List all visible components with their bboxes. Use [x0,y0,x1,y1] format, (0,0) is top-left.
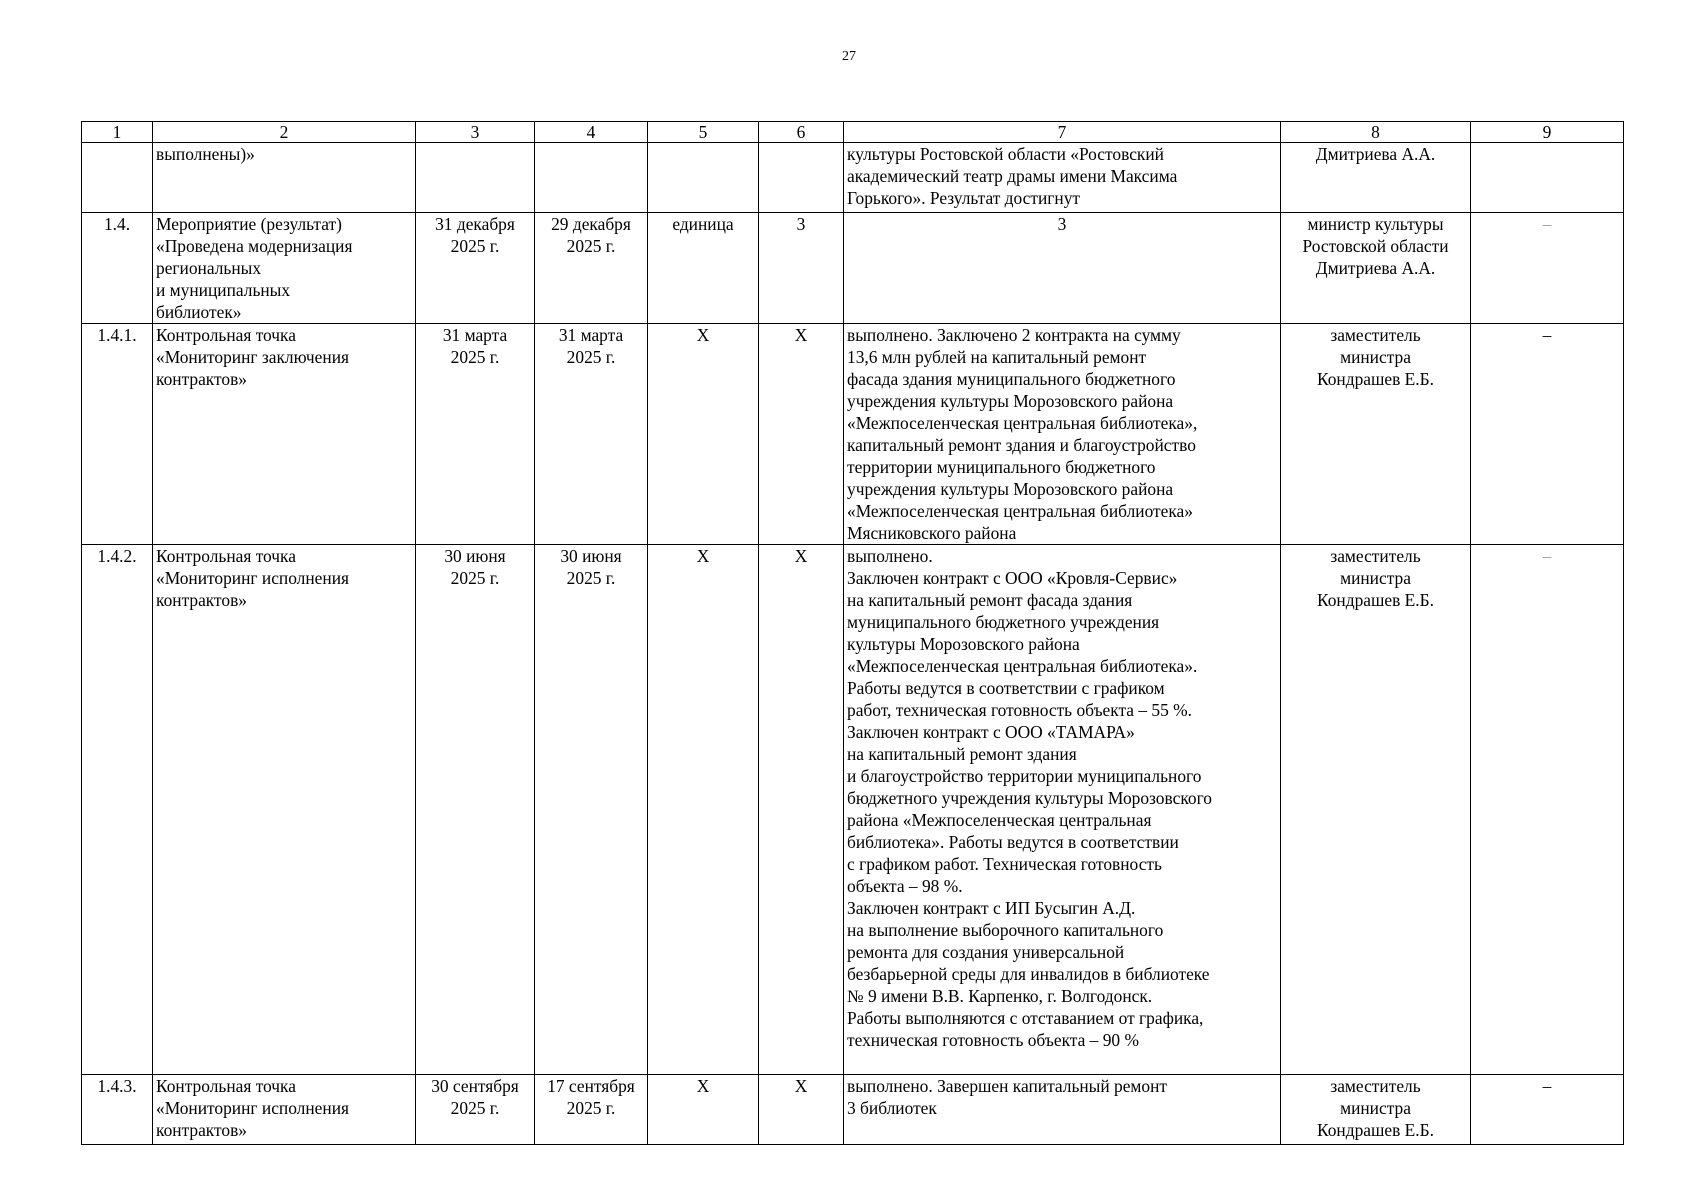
name-cell: Контрольная точка «Мониторинг исполнения контрактов» [153,545,416,1075]
header-cell: 7 [844,122,1281,143]
note-cell [1471,143,1624,213]
name-cell: выполнены)» [153,143,416,213]
column-number-row [82,122,1624,143]
table-row [82,324,1624,545]
row-number-cell: 1.4.3. [82,1075,153,1145]
status-cell: выполнено. Заключен контракт с ООО «Кровля-Сервис» на капитальный ремонт фасада здания муниципального бюджетного учреждения культуры Морозовского района «Межпоселенческая центральная библиотека». Работы ведутся в соответствии с графиком работ, техническая готовность объекта – 55 %. Заключен контракт с ООО «ТАМАРА» на капитальный ремонт здания и благоустройство территории муниципального бюджетного учреждения культуры Морозовского района «Межпоселенческая центральная библиотека». Работы ведутся в соответствии с графиком работ. Техническая готовность объекта – 98 %. Заключен контракт с ИП Бусыгин А.Д. на выполнение выборочного капитального ремонта для создания универсальной безбарьерной среды для инвалидов в библиотеке № 9 имени В.В. Карпенко, г. Волгодонск. Работы выполняются с отставанием от графика, техническая готовность объекта – 90 % [844,545,1281,1075]
responsible-cell: министр культуры Ростовской области Дмитриева А.А. [1281,213,1471,324]
row-number-cell: 1.4.1. [82,324,153,545]
value-cell: 3 [759,213,844,324]
unit-cell: X [648,545,759,1075]
fact-date-cell: 31 марта 2025 г. [535,324,648,545]
note-cell: – [1471,213,1624,324]
plan-date-cell: 30 июня 2025 г. [416,545,535,1075]
header-cell: 3 [416,122,535,143]
responsible-cell: заместитель министра Кондрашев Е.Б. [1281,1075,1471,1145]
row-number-cell: 1.4.2. [82,545,153,1075]
value-cell: X [759,1075,844,1145]
value-cell: X [759,324,844,545]
name-cell: Мероприятие (результат) «Проведена модернизация региональных и муниципальных библиотек» [153,213,416,324]
table-row [82,213,1624,324]
status-cell: выполнено. Заключено 2 контракта на сумму 13,6 млн рублей на капитальный ремонт фасада здания муниципального бюджетного учреждения культуры Морозовского района «Межпоселенческая центральная библиотека», капитальный ремонт здания и благоустройство территории муниципального бюджетного учреждения культуры Морозовского района «Межпоселенческая центральная библиотека» Мясниковского района [844,324,1281,545]
unit-cell: единица [648,213,759,324]
header-cell: 8 [1281,122,1471,143]
report-table [81,121,1624,1145]
row-number-cell: 1.4. [82,213,153,324]
row-number-cell [82,143,153,213]
header-cell: 5 [648,122,759,143]
unit-cell: X [648,1075,759,1145]
table-row [82,1075,1624,1145]
name-cell: Контрольная точка «Мониторинг исполнения контрактов» [153,1075,416,1145]
table-row [82,143,1624,213]
note-cell: – [1471,1075,1624,1145]
page-number: 27 [842,49,856,64]
plan-date-cell: 31 декабря 2025 г. [416,213,535,324]
header-cell: 1 [82,122,153,143]
fact-date-cell [535,143,648,213]
plan-date-cell: 31 марта 2025 г. [416,324,535,545]
fact-date-cell: 17 сентября 2025 г. [535,1075,648,1145]
unit-cell [648,143,759,213]
header-cell: 2 [153,122,416,143]
value-cell: X [759,545,844,1075]
responsible-cell: заместитель министра Кондрашев Е.Б. [1281,324,1471,545]
value-cell [759,143,844,213]
responsible-cell: заместитель министра Кондрашев Е.Б. [1281,545,1471,1075]
note-cell: – [1471,324,1624,545]
table-row [82,545,1624,1075]
unit-cell: X [648,324,759,545]
status-cell: культуры Ростовской области «Ростовский академический театр драмы имени Максима Горького». Результат достигнут [844,143,1281,213]
plan-date-cell [416,143,535,213]
responsible-cell: Дмитриева А.А. [1281,143,1471,213]
fact-date-cell: 29 декабря 2025 г. [535,213,648,324]
name-cell: Контрольная точка «Мониторинг заключения контрактов» [153,324,416,545]
status-cell: 3 [844,213,1281,324]
plan-date-cell: 30 сентября 2025 г. [416,1075,535,1145]
header-cell: 6 [759,122,844,143]
fact-date-cell: 30 июня 2025 г. [535,545,648,1075]
status-cell: выполнено. Завершен капитальный ремонт 3 библиотек [844,1075,1281,1145]
note-cell: – [1471,545,1624,1075]
header-cell: 4 [535,122,648,143]
header-cell: 9 [1471,122,1624,143]
